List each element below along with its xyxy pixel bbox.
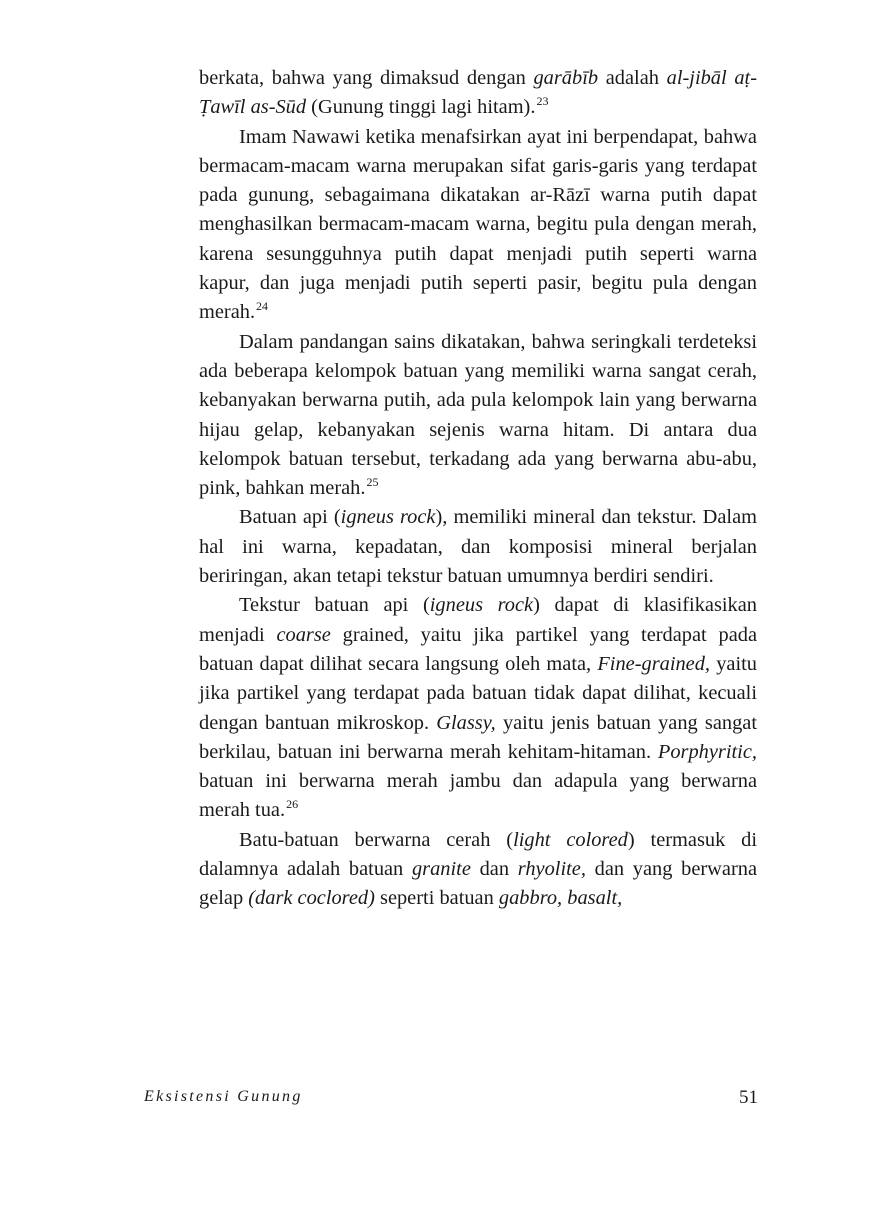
italic-term: granite	[411, 858, 471, 881]
running-footer-title: Eksistensi Gunung	[144, 1088, 303, 1105]
footnote-ref: 26	[286, 797, 299, 812]
italic-term: gabbro, basalt,	[498, 887, 623, 910]
paragraph-6	[199, 826, 757, 914]
text-run: ), memiliki mineral dan tekstur. Dalam hal ini warna, kepadatan, dan komposisi mineral berjalan beriringan, akan tetapi tekstur batuan umumnya berdiri sendiri.	[199, 506, 758, 588]
text-run: seperti batuan	[374, 887, 499, 910]
text-run: Imam Nawawi ketika menafsirkan ayat ini berpendapat, bahwa bermacam-macam warna merupakan sifat garis-garis yang terdapat pada gunung, sebagaimana dikatakan ar-Rāzī warna putih dapat menghasilkan bermacam-macam warna, begitu pula dengan merah, karena sesungguhnya putih dapat menjadi putih seperti warna kapur, dan juga menjadi putih seperti pasir, begitu pula dengan merah.	[199, 125, 757, 324]
paragraph-5	[199, 591, 757, 825]
paragraph-1	[199, 64, 757, 123]
italic-term: igneus rock	[429, 594, 534, 617]
italic-term: Glassy,	[436, 711, 496, 734]
italic-term: rhyolite,	[517, 858, 586, 881]
text-run: dan yang berwarna gelap	[199, 858, 757, 910]
page-number: 51	[739, 1087, 758, 1108]
text-run: berkata, bahwa yang dimaksud dengan	[199, 67, 534, 89]
text-run: Tekstur batuan api (	[239, 594, 430, 617]
text-run: yaitu jenis batuan yang sangat berkilau, batuan ini berwarna merah kehitam-hitaman.	[199, 711, 757, 763]
paragraph-3	[199, 328, 757, 504]
paragraph-4	[199, 503, 757, 591]
text-run: ) dapat di klasifikasikan menjadi	[199, 594, 757, 646]
italic-term: Fine-grained,	[597, 652, 711, 675]
text-run: adalah	[598, 67, 667, 89]
text-run: Batu-batuan berwarna cerah (	[239, 828, 514, 851]
italic-term: coarse	[276, 623, 331, 646]
italic-term: al-jibāl aṭ-Ṭawīl as-Sūd	[199, 67, 757, 119]
text-run: dan	[470, 858, 518, 881]
italic-term: light colored	[513, 828, 628, 851]
italic-term: Porphyritic,	[657, 740, 757, 763]
text-run: grained, yaitu jika partikel yang terdapat pada batuan dapat dilihat secara langsung oleh mata,	[199, 623, 757, 675]
text-run: batuan ini berwarna merah jambu dan adapula yang berwarna merah tua.	[199, 770, 757, 822]
footnote-ref: 24	[256, 299, 269, 314]
italic-term: (dark coclored)	[248, 887, 375, 910]
text-run: (Gunung tinggi lagi hitam).	[306, 96, 536, 119]
text-run: yaitu jika partikel yang terdapat pada batuan tidak dapat dilihat, kecuali dengan bantuan mikroskop.	[199, 652, 757, 734]
body-text	[199, 64, 757, 914]
text-run: ) termasuk di dalamnya adalah batuan	[199, 828, 757, 881]
italic-term: garābīb	[533, 67, 599, 89]
paragraph-2	[199, 123, 757, 328]
footnote-ref: 23	[536, 94, 549, 109]
italic-term: igneus rock	[340, 506, 436, 529]
footnote-ref: 25	[366, 475, 379, 490]
text-run: Batuan api (	[239, 506, 341, 529]
text-run: Dalam pandangan sains dikatakan, bahwa seringkali terdeteksi ada beberapa kelompok batuan yang memiliki warna sangat cerah, kebanyakan berwarna putih, ada pula kelompok lain yang berwarna hijau gelap, kebanyakan sejenis warna hitam. Di antara dua kelompok batuan tersebut, terkadang ada yang berwarna abu-abu, pink, bahkan merah.	[199, 330, 757, 500]
